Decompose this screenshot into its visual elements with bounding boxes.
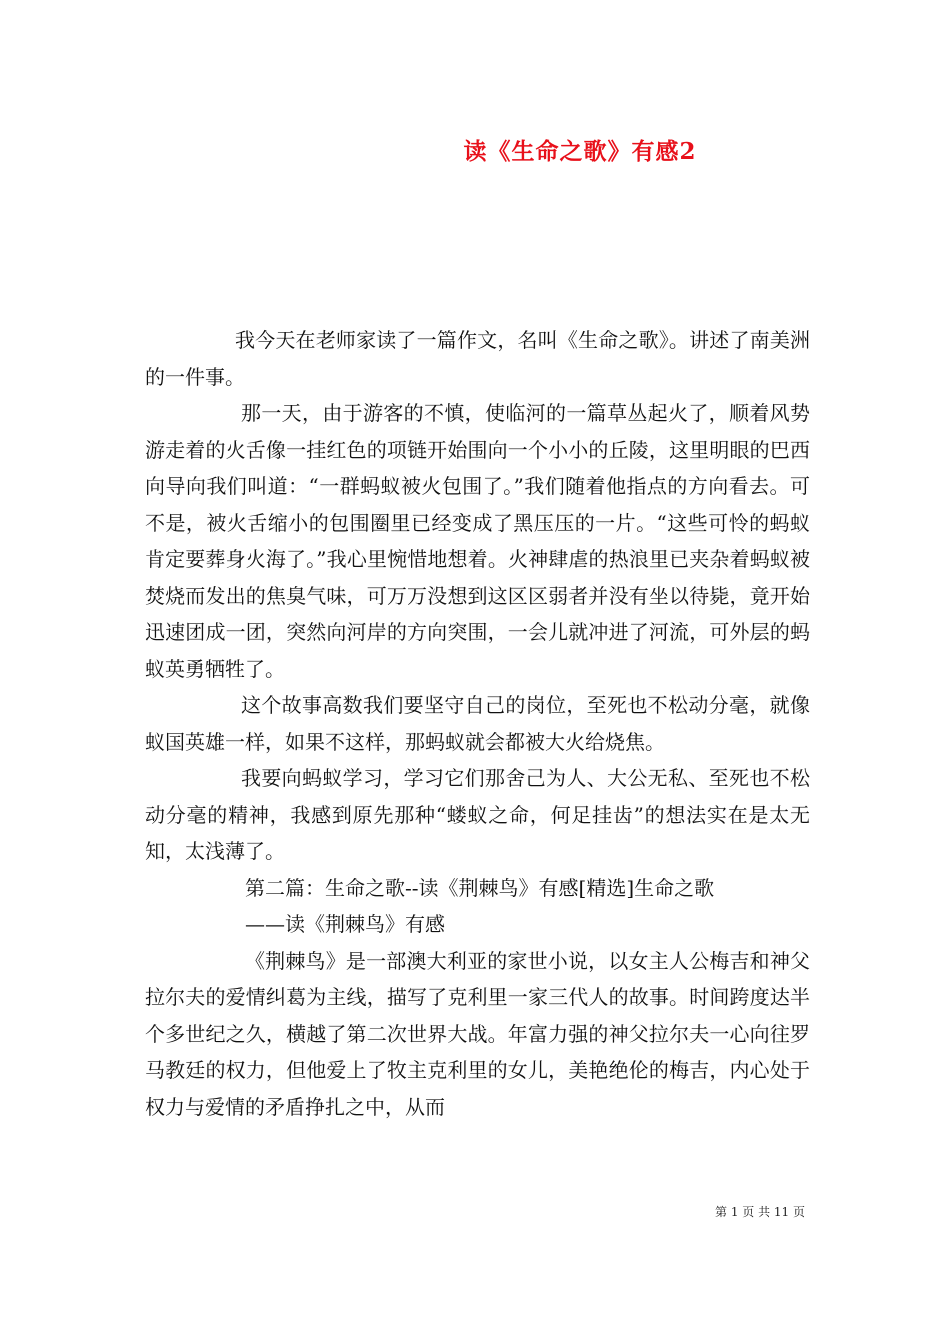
paragraph-reflection: 我要向蚂蚁学习，学习它们那舍己为人、大公无私、至死也不松动分毫的精神，我感到原先那种“蝼蚁之命，何足挂齿”的想法实在是太无知，太浅薄了。	[145, 766, 810, 863]
section-subheading: ——读《荆棘鸟》有感	[245, 912, 445, 936]
paragraph-story: 那一天，由于游客的不慎，使临河的一篇草丛起火了，顺着风势游走着的火舌像一挂红色的项链开始围向一个小小的丘陵，这里明眼的巴西向导向我们叫道：“一群蚂蚁被火包围了。”我们随着他指点的方向看去。可不是，被火舌缩小的包围圈里已经变成了黑压压的一片。“这些可怜的蚂蚁肯定要葬身火海了。”我心里惋惜地想着。火神肆虐的热浪里已夹杂着蚂蚁被焚烧而发出的焦臭气味，可万万没想到这区区弱者并没有坐以待毙，竟开始迅速团成一团，突然向河岸的方向突围，一会儿就冲进了河流，可外层的蚂蚁英勇牺牲了。	[145, 401, 810, 681]
document-title: 读《生命之歌》有感2	[463, 138, 697, 165]
paragraph-novel: 《荆棘鸟》是一部澳大利亚的家世小说，以女主人公梅吉和神父拉尔夫的爱情纠葛为主线，描写了克利里一家三代人的故事。时间跨度达半个多世纪之久，横越了第二次世界大战。年富力强的神父拉尔夫一心向往罗马教廷的权力，但他爱上了牧主克利里的女儿，美艳绝伦的梅吉，内心处于权力与爱情的矛盾挣扎之中，从而	[145, 948, 810, 1119]
paragraph-lesson: 这个故事高数我们要坚守自己的岗位，至死也不松动分毫，就像蚁国英雄一样，如果不这样，那蚂蚁就会都被大火给烧焦。	[145, 693, 810, 754]
section-heading: 第二篇：生命之歌--读《荆棘鸟》有感[精选]生命之歌	[245, 875, 715, 900]
document-body	[145, 322, 810, 1125]
paragraph-intro: 我今天在老师家读了一篇作文，名叫《生命之歌》。讲述了南美洲的一件事。	[145, 328, 810, 389]
page-number: 第 1 页 共 11 页	[715, 1205, 805, 1219]
